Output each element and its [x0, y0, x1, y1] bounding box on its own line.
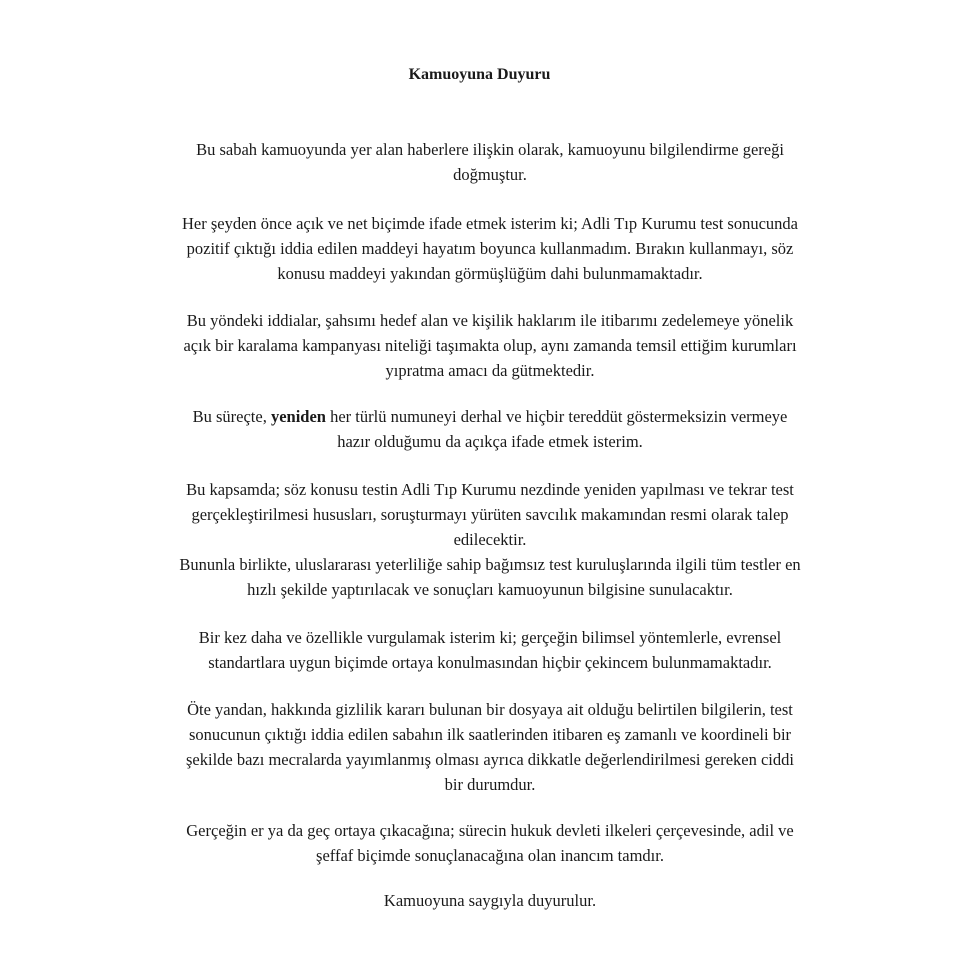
- paragraph-belief: [100, 818, 880, 868]
- paragraph-line: konusu maddeyi yakından görmüşlüğüm dahi bulunmamaktadır.: [277, 264, 703, 283]
- paragraph-line: hızlı şekilde yaptırılacak ve sonuçları kamuoyunun bilgisine sunulacaktır.: [247, 580, 733, 599]
- paragraph-line: doğmuştur.: [453, 165, 527, 184]
- text-segment: her türlü numuneyi derhal ve hiçbir tereddüt göstermeksizin vermeye: [325, 407, 788, 426]
- paragraph-line: yıpratma amacı da gütmektedir.: [385, 361, 595, 380]
- paragraph-line: gerçekleştirilmesi hususları, soruşturmayı yürüten savcılık makamından resmi olarak talep: [191, 505, 789, 524]
- paragraph-line: Her şeyden önce açık ve net biçimde ifade etmek isterim ki; Adli Tıp Kurumu test sonucunda: [182, 214, 798, 233]
- paragraph-line: açık bir karalama kampanyası niteliği taşımakta olup, aynı zamanda temsil ettiğim kurumları: [183, 336, 797, 355]
- paragraph-line: Kamuoyuna saygıyla duyurulur.: [383, 891, 597, 910]
- paragraph-line: Bununla birlikte, uluslararası yeterliliğe sahip bağımsız test kuruluşlarında ilgili tüm testler en: [179, 555, 801, 574]
- paragraph-intro: [100, 137, 880, 187]
- bold-emphasis: yeniden: [270, 407, 326, 426]
- paragraph-denial: [100, 211, 880, 286]
- paragraph-claims: [100, 308, 880, 383]
- paragraph-line: bir durumdur.: [444, 775, 536, 794]
- paragraph-line: hazır olduğumu da açıkça ifade etmek isterim.: [337, 432, 643, 451]
- paragraph-line: şekilde bazı mecralarda yayımlanmış olması ayrıca dikkatle değerlendirilmesi gereken ciddi: [186, 750, 794, 769]
- paragraph-line: edilecektir.: [453, 530, 527, 549]
- closing-line: [100, 888, 880, 913]
- paragraph-emphasis: [100, 625, 880, 675]
- paragraph-leak: [100, 697, 880, 797]
- paragraph-line: sonucunun çıktığı iddia edilen sabahın ilk saatlerinden itibaren eş zamanlı ve koordineli bir: [188, 725, 792, 744]
- paragraph-line: Gerçeğin er ya da geç ortaya çıkacağına; sürecin hukuk devleti ilkeleri çerçevesinde, adil ve: [186, 821, 794, 840]
- paragraph-line: [100, 404, 880, 429]
- text-segment: Bu süreçte,: [192, 407, 271, 426]
- paragraph-line: Öte yandan, hakkında gizlilik kararı bulunan bir dosyaya ait olduğu belirtilen bilgilerin, test: [187, 700, 793, 719]
- document-title: Kamuoyuna Duyuru: [408, 66, 551, 83]
- paragraph-line: standartlara uygun biçimde ortaya konulmasından hiçbir çekincem bulunmamaktadır.: [208, 653, 772, 672]
- paragraph-line: Bu kapsamda; söz konusu testin Adli Tıp Kurumu nezdinde yeniden yapılması ve tekrar test: [186, 480, 794, 499]
- paragraph-line: Bu yöndeki iddialar, şahsımı hedef alan ve kişilik haklarım ile itibarımı zedelemeye yönelik: [186, 311, 794, 330]
- paragraph-sample-offer: [100, 404, 880, 454]
- paragraph-line: Bir kez daha ve özellikle vurgulamak isterim ki; gerçeğin bilimsel yöntemlerle, evrensel: [198, 628, 782, 647]
- paragraph-line: Bu sabah kamuoyunda yer alan haberlere ilişkin olarak, kamuoyunu bilgilendirme gereği: [196, 140, 784, 159]
- paragraph-line: pozitif çıktığı iddia edilen maddeyi hayatım boyunca kullanmadım. Bırakın kullanmayı, söz: [186, 239, 794, 258]
- paragraph-line: şeffaf biçimde sonuçlanacağına olan inancım tamdır.: [316, 846, 664, 865]
- paragraph-retest: [100, 477, 880, 602]
